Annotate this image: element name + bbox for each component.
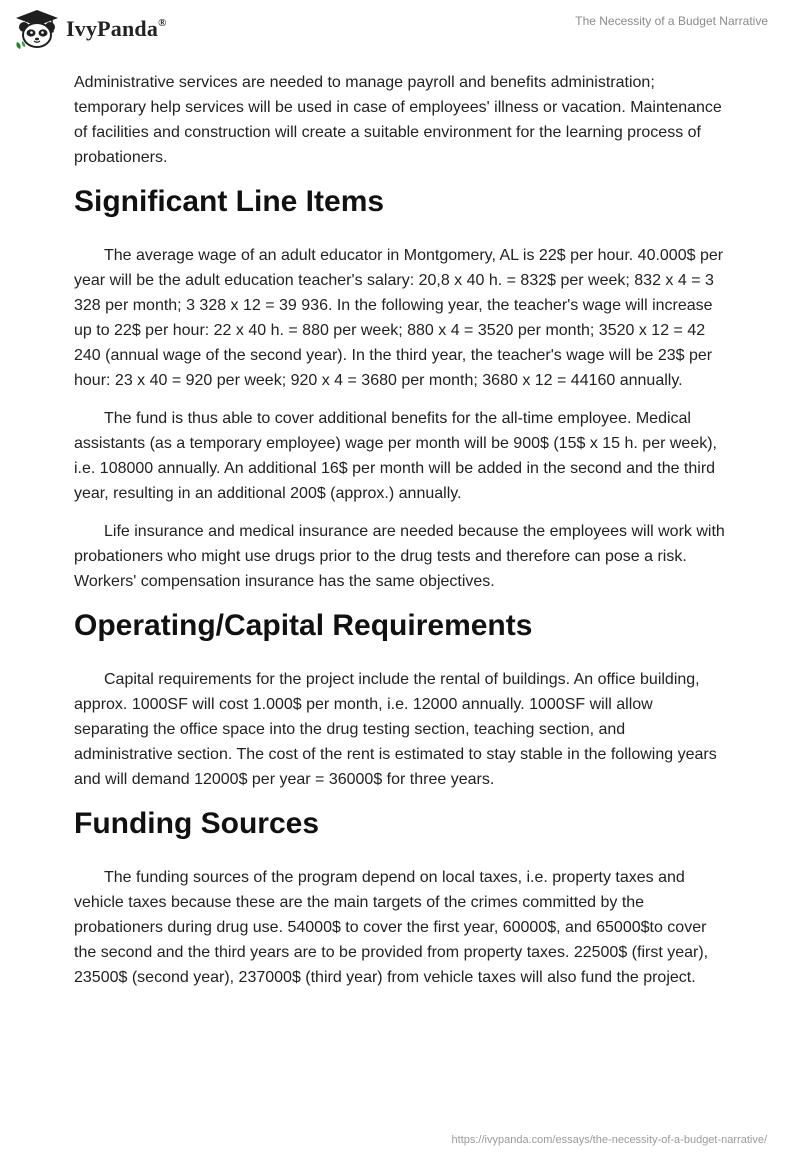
- document-title: The Necessity of a Budget Narrative: [575, 14, 768, 28]
- ivypanda-logo[interactable]: [14, 8, 167, 50]
- paragraph: The average wage of an adult educator in Montgomery, AL is 22$ per hour. 40.000$ per year will be the adult education teacher's salary: 20,8 x 40 h. = 832$ per week; 832 x 4 = 3 328 per month; 3 328 x 12 = 39 936. In the following year, the teacher's wage will increase up to 22$ per hour: 22 x 40 h. = 880 per week; 880 x 4 = 3520 per month; 3520 x 12 = 42 240 (annual wage of the second year). In the third year, the teacher's wage will be 23$ per hour: 23 x 40 = 920 per week; 920 x 4 = 3680 per month; 3680 x 12 = 44160 annually.: [74, 247, 724, 389]
- panda-graduate-icon: [14, 8, 60, 50]
- intro-paragraph: Administrative services are needed to manage payroll and benefits administration; temporary help services will be used in case of employees' illness or vacation. Maintenance of facilities and construction will create a suitable environment for the learning process of probationers.: [74, 74, 722, 166]
- source-url[interactable]: https://ivypanda.com/essays/the-necessity-of-a-budget-narrative/: [451, 1134, 767, 1146]
- section-heading-funding-sources: Funding Sources: [74, 807, 320, 840]
- page-header: [0, 0, 800, 60]
- paragraph: The funding sources of the program depend on local taxes, i.e. property taxes and vehicle taxes because these are the main targets of the crimes committed by the probationers during drug use. 54000$ to cover the first year, 60000$, and 65000$to cover the second and the third years are to be provided from property taxes. 22500$ (first year), 23500$ (second year), 237000$ (third year) from vehicle taxes will also fund the project.: [74, 869, 709, 986]
- paragraph: The fund is thus able to cover additional benefits for the all-time employee. Medical assistants (as a temporary employee) wage per month will be 900$ (15$ x 15 h. per week), i.e. 108000 annually. An additional 16$ per month will be added in the second and the third year, resulting in an additional 200$ (approx.) annually.: [74, 410, 717, 502]
- section-heading-operating-capital: Operating/Capital Requirements: [74, 609, 533, 642]
- paragraph: Capital requirements for the project include the rental of buildings. An office building, approx. 1000SF will cost 1.000$ per month, i.e. 12000 annually. 1000SF will allow separating the office space into the drug testing section, teaching section, and administrative section. The cost of the rent is estimated to stay stable in the following years and will demand 12000$ per year = 36000$ for three years.: [74, 671, 717, 788]
- brand-name: IvyPanda®: [66, 16, 167, 41]
- article-body: [74, 70, 726, 1003]
- section-heading-line-items: Significant Line Items: [74, 185, 385, 218]
- paragraph: Life insurance and medical insurance are needed because the employees will work with probationers who might use drugs prior to the drug tests and therefore can pose a risk. Workers' compensation insurance has the same objectives.: [74, 523, 725, 590]
